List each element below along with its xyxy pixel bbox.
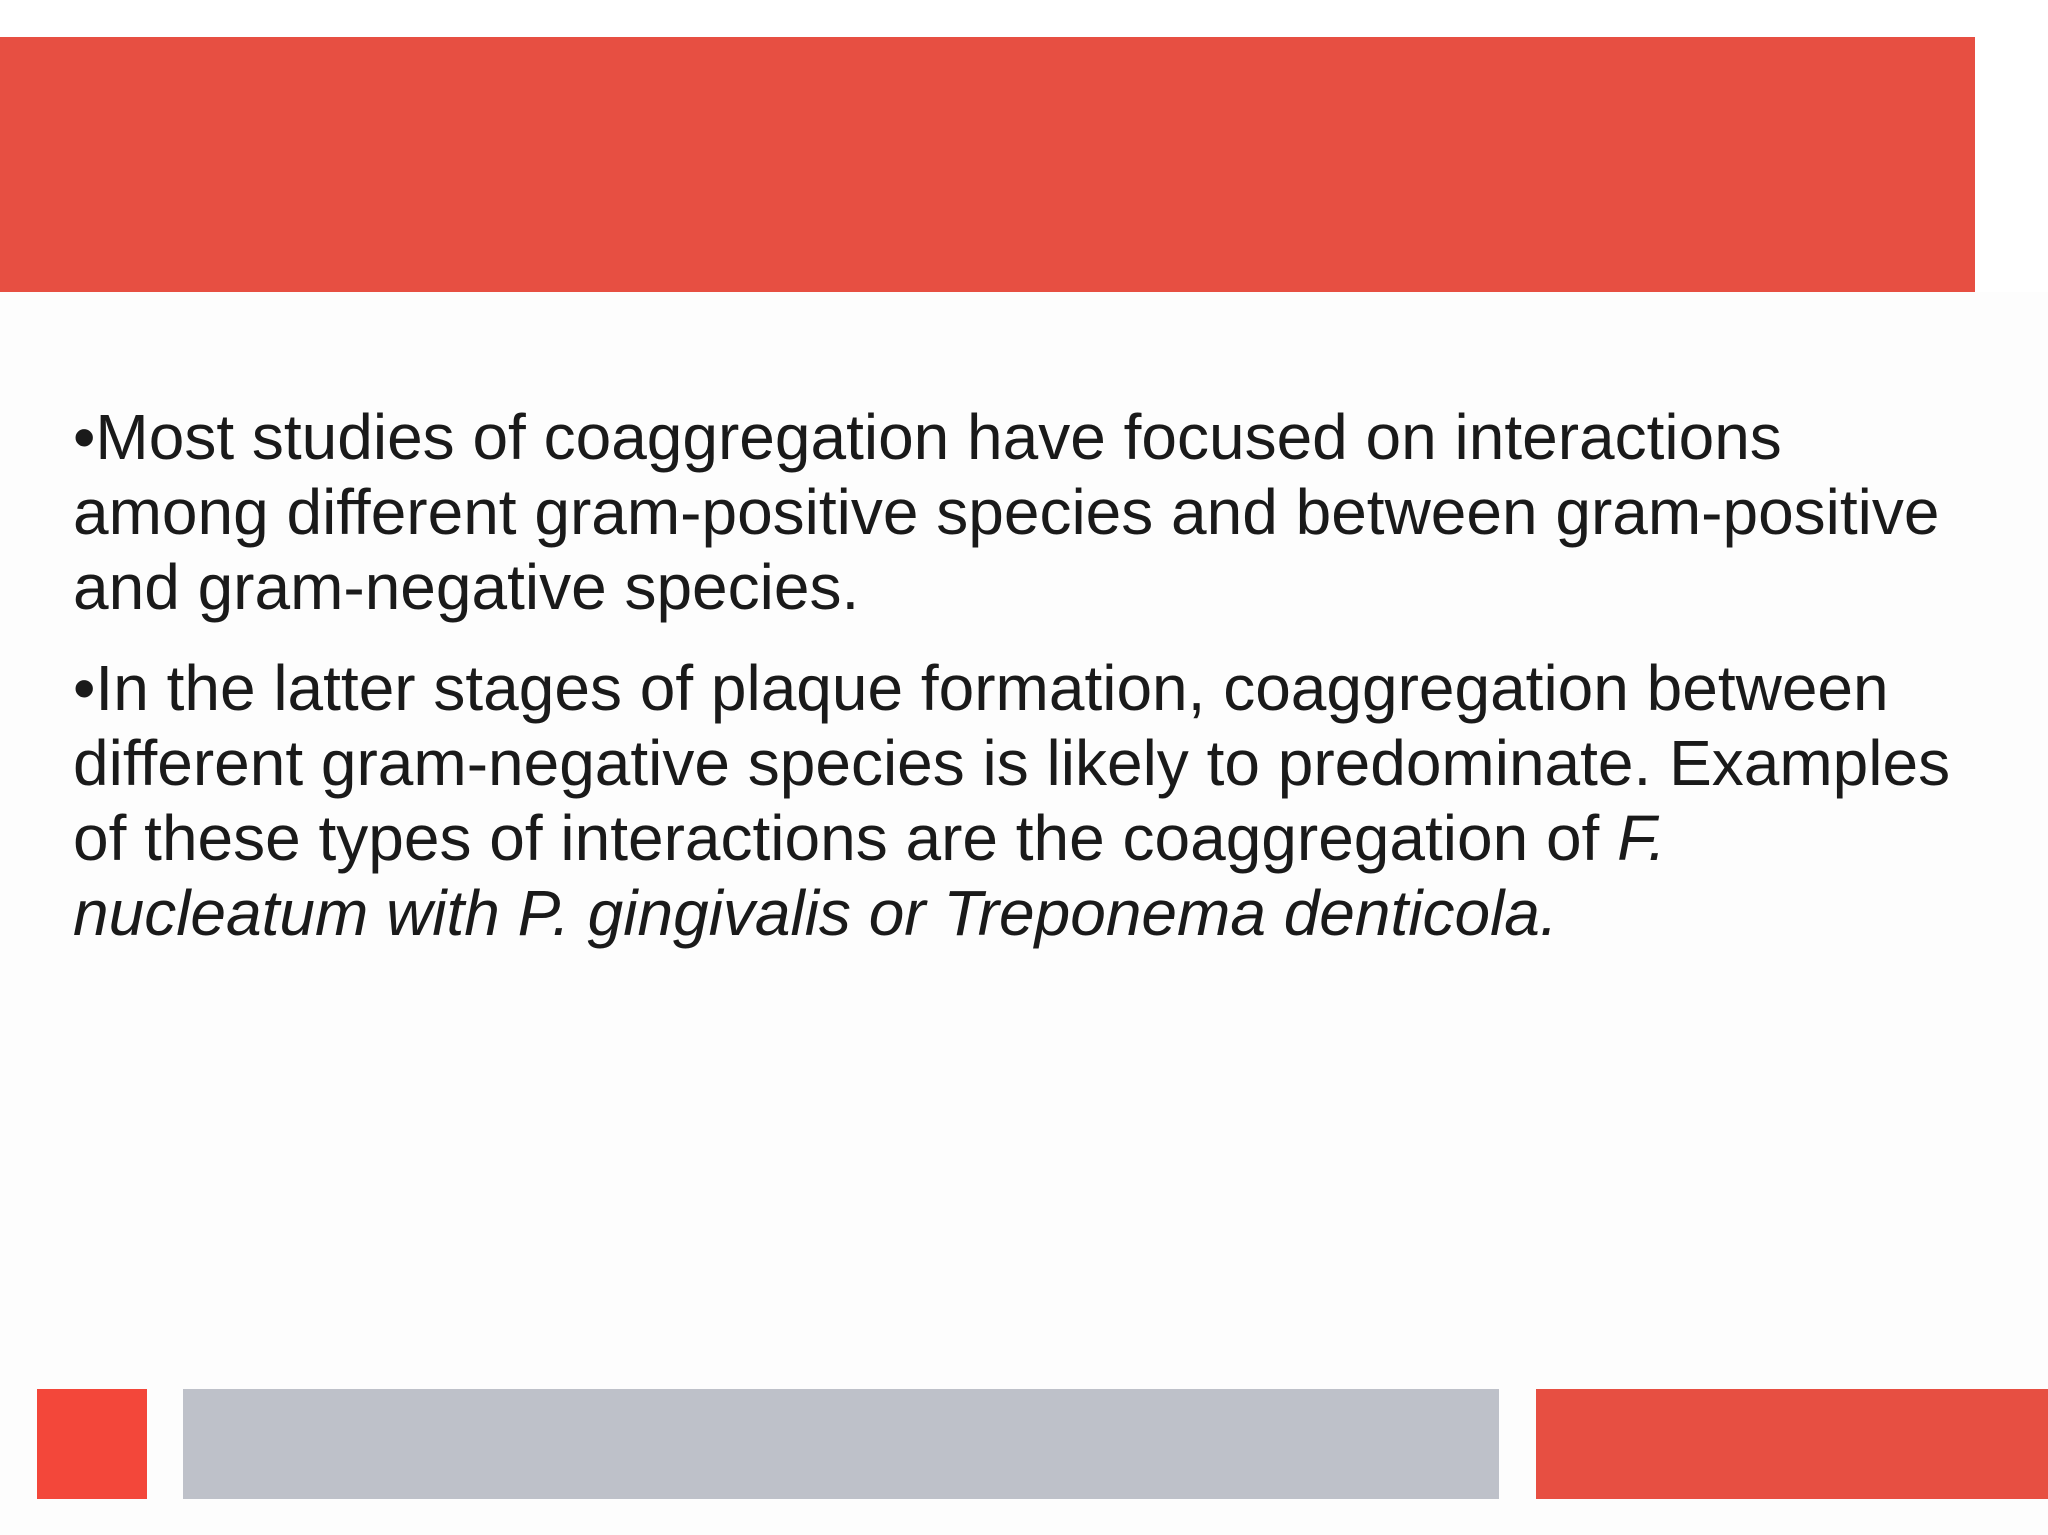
header-bar [0,37,1975,292]
slide-body [73,400,1963,977]
bullet-text: •In the latter stages of plaque formation, coaggregation between different gram-negative species is likely to predominate. Examples of these types of interactions are the coaggregation of [73,652,1951,874]
footer-gray-bar [183,1389,1499,1499]
bullet-item [73,400,1963,625]
footer-red-bar [1536,1389,2048,1499]
bullet-item [73,651,1963,951]
header-gap [1975,37,2048,292]
footer-square [37,1389,147,1499]
top-margin [0,0,2048,37]
bullet-text: •Most studies of coaggregation have focused on interactions among different gram-positive species and between gram-positive and gram-negative species. [73,401,1940,623]
bullet-italic-text: F. nucleatum with P. gingivalis or Treponema denticola. [73,802,1666,949]
